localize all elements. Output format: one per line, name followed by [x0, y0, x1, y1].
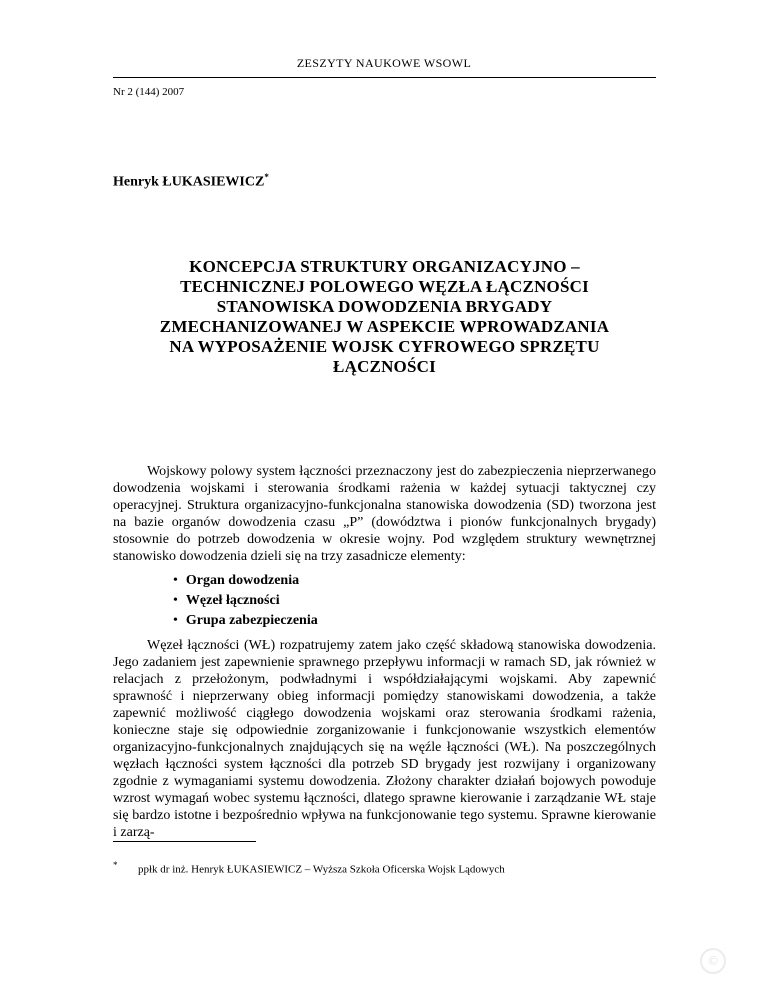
title-line: KONCEPCJA STRUKTURY ORGANIZACYJNO –: [189, 257, 580, 276]
footnote-mark: *: [113, 860, 118, 870]
header-divider: [113, 77, 656, 78]
title-line: TECHNICZNEJ POLOWEGO WĘZŁA ŁĄCZNOŚCI: [180, 277, 589, 296]
footnote: [113, 860, 505, 876]
title-line: ZMECHANIZOWANEJ W ASPEKCIE WPROWADZANIA: [159, 317, 610, 336]
intro-paragraph: Wojskowy polowy system łączności przeznaczony jest do zabezpieczenia nieprzerwanego dowodzenia wojskami i sterowania środkami rażenia w każdej sytuacji taktycznej czy operacyjnej. Struktura organizacyjno-funkcjonalna stanowiska dowodzenia (SD) tworzona jest na bazie organów dowodzenia czasu „P” (dowództwa i pionów funkcjonalnych brygady) stosownie do potrzeb dowodzenia w okresie wojny. Pod względem struktury wewnętrznej stanowisko dowodzenia dzieli się na trzy zasadnicze elementy:: [113, 464, 656, 564]
title-line: STANOWISKA DOWODZENIA BRYGADY: [216, 297, 553, 316]
list-item: [173, 571, 656, 591]
list-item: [173, 611, 656, 631]
list-item: [173, 591, 656, 611]
watermark-icon: ©: [700, 948, 726, 974]
journal-title: ZESZYTY NAUKOWE WSOWL: [296, 56, 472, 70]
bullet-icon: •: [173, 593, 178, 608]
issue-number: Nr 2 (144) 2007: [113, 86, 185, 98]
author-name: Henryk ŁUKASIEWICZ: [113, 174, 265, 190]
author-footnote-mark: *: [264, 172, 269, 182]
article-body: [113, 463, 656, 841]
title-line: NA WYPOSAŻENIE WOJSK CYFROWEGO SPRZĘTU: [169, 337, 600, 356]
list-item-label: Grupa zabezpieczenia: [185, 613, 318, 628]
body-paragraph: Węzeł łączności (WŁ) rozpatrujemy zatem jako część składową stanowiska dowodzenia. Jego zadaniem jest zapewnienie sprawnego przepływu informacji w ramach SD, jak również w relacjach z przełożonym, podwładnymi i współdziałającymi wojskami. Aby zapewnić sprawność i nieprzerwany obieg informacji pomiędzy stanowiskami dowodzenia, a także zapewnić możliwość ciągłego dowodzenia wojskami oraz sterowania środkami rażenia, konieczne staje się odpowiednie zorganizowanie i funkcjonowanie wszystkich elementów organizacyjno-funkcjonalnych znajdujących się na węźle łączności (WŁ). Na poszczególnych węzłach łączności system łączności dla potrzeb SD brygady jest rozwijany i organizowany zgodnie z wymaganiami systemu dowodzenia. Złożony charakter działań bojowych powoduje wzrost wymagań wobec systemu łączności, dlatego sprawne kierowanie i zarządzanie WŁ staje się bardzo istotne i bezpośrednio wpływa na funkcjonowanie tego systemu. Sprawne kierowanie i zarzą-: [113, 638, 656, 840]
bullet-icon: •: [173, 613, 178, 628]
footnote-divider: [113, 841, 256, 842]
elements-list: [173, 571, 656, 631]
list-item-label: Organ dowodzenia: [185, 573, 300, 588]
title-line: ŁĄCZNOŚCI: [333, 357, 436, 376]
bullet-icon: •: [173, 573, 178, 588]
article-title: [113, 257, 656, 377]
author-line: [113, 172, 269, 191]
footnote-text: ppłk dr inż. Henryk ŁUKASIEWICZ – Wyższa Szkoła Oficerska Wojsk Lądowych: [138, 863, 505, 876]
list-item-label: Węzeł łączności: [185, 593, 280, 608]
